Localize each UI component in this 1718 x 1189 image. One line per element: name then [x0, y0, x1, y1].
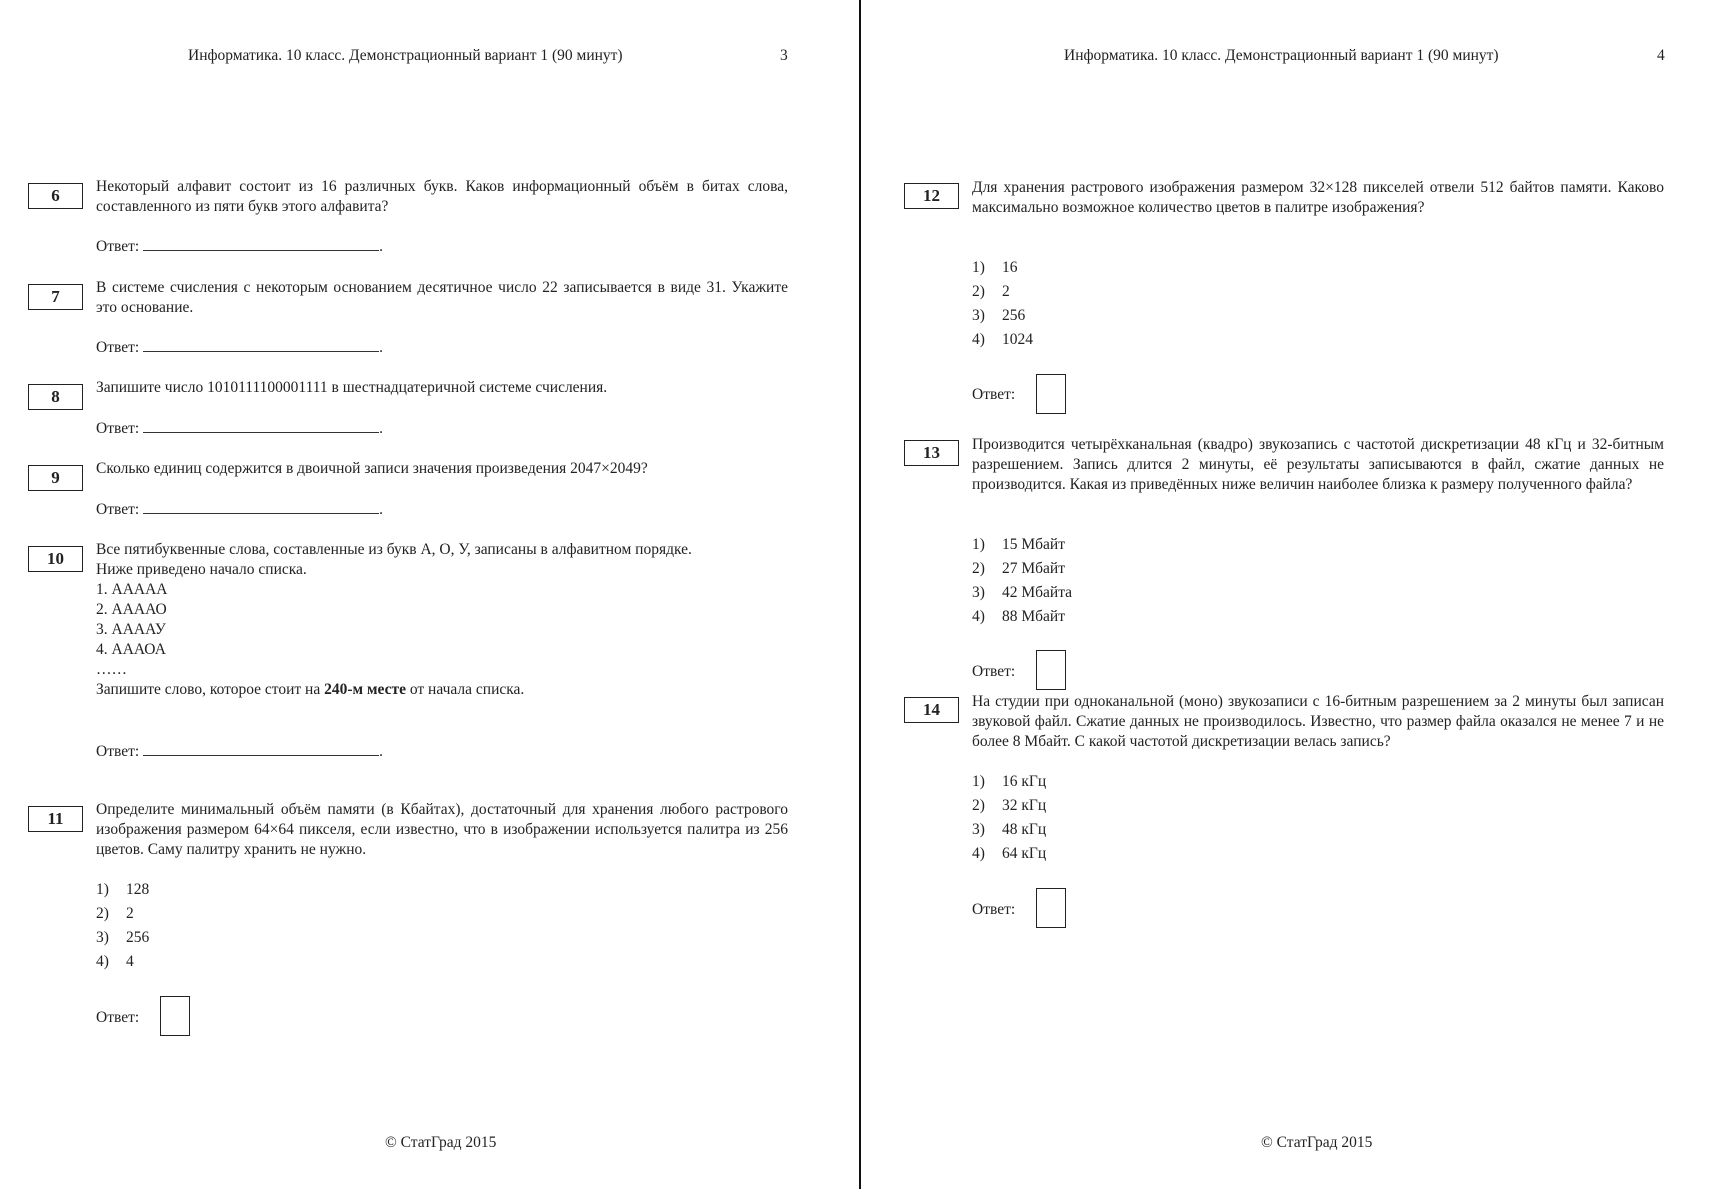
option-number: 3): [96, 929, 109, 946]
answer-label: Ответ:: [972, 663, 1016, 680]
option-3[interactable]: [972, 820, 1046, 844]
option-number: 1): [972, 259, 985, 276]
option-number: 2): [96, 905, 109, 922]
option-value: 27 Мбайт: [1002, 560, 1065, 577]
answer-box[interactable]: [1036, 888, 1066, 928]
answer-options: [96, 880, 149, 976]
option-3[interactable]: [972, 306, 1033, 330]
option-number: 1): [96, 881, 109, 898]
option-2[interactable]: [972, 796, 1046, 820]
question-text: от начала списка.: [405, 681, 525, 698]
option-1[interactable]: [96, 880, 149, 904]
list-item: 2. ААААО: [96, 601, 167, 618]
answer-period: .: [379, 339, 384, 356]
answer-label: Ответ:: [96, 238, 140, 255]
task-text: Некоторый алфавит состоит из 16 различных букв. Каков информационный объём в битах слова, составленного из пяти букв этого алфавита?: [96, 178, 788, 215]
task-text: В системе счисления с некоторым основанием десятичное число 22 записывается в виде 31. Укажите это основание.: [96, 279, 788, 316]
option-4[interactable]: [972, 330, 1033, 354]
option-value: 32 кГц: [1002, 797, 1047, 814]
option-number: 4): [972, 608, 985, 625]
option-value: 2: [1002, 283, 1010, 300]
task-question: [96, 680, 788, 700]
option-1[interactable]: [972, 258, 1033, 282]
answer-label: Ответ:: [96, 743, 140, 760]
task-number-box: 10: [28, 546, 83, 572]
page-footer: © СтатГрад 2015: [385, 1134, 497, 1151]
list-item: 4. АААОА: [96, 641, 166, 658]
answer-label: Ответ:: [96, 420, 140, 437]
page-number: 3: [780, 47, 788, 64]
option-value: 2: [126, 905, 134, 922]
option-number: 2): [972, 797, 985, 814]
header-title: Информатика. 10 класс. Демонстрационный вариант 1 (90 минут): [1064, 47, 1499, 64]
task-text-line: Все пятибуквенные слова, составленные из букв А, О, У, записаны в алфавитном порядке.: [96, 541, 692, 558]
option-value: 16: [1002, 259, 1018, 276]
answer-row: [972, 650, 1092, 692]
task-number-box: 13: [904, 440, 959, 466]
question-emphasis: 240-м месте: [324, 681, 406, 698]
answer-options: [972, 535, 1072, 631]
option-2[interactable]: [972, 559, 1072, 583]
task-number-box: 6: [28, 183, 83, 209]
option-value: 16 кГц: [1002, 773, 1047, 790]
answer-period: .: [379, 501, 384, 518]
task-number-box: 14: [904, 697, 959, 723]
option-value: 48 кГц: [1002, 821, 1047, 838]
option-1[interactable]: [972, 772, 1046, 796]
option-4[interactable]: [972, 607, 1072, 631]
answer-label: Ответ:: [972, 386, 1016, 403]
option-1[interactable]: [972, 535, 1072, 559]
answer-line[interactable]: [96, 338, 383, 358]
answer-input-line[interactable]: [143, 500, 379, 514]
answer-label: Ответ:: [972, 901, 1016, 918]
answer-row: [972, 888, 1092, 930]
option-number: 4): [972, 331, 985, 348]
option-number: 3): [972, 584, 985, 601]
option-value: 88 Мбайт: [1002, 608, 1065, 625]
option-number: 2): [972, 283, 985, 300]
answer-row: [972, 374, 1092, 416]
question-text: Запишите слово, которое стоит на: [96, 681, 325, 698]
option-value: 4: [126, 953, 134, 970]
option-number: 3): [972, 307, 985, 324]
answer-input-line[interactable]: [143, 237, 379, 251]
task-text: [96, 540, 788, 700]
answer-box[interactable]: [1036, 374, 1066, 414]
answer-line[interactable]: [96, 419, 383, 439]
option-value: 256: [1002, 307, 1026, 324]
option-number: 4): [972, 845, 985, 862]
task-text: На студии при одноканальной (моно) звукозаписи с 16-битным разрешением за 2 минуты был записан звуковой файл. Сжатие данных не производилось. Известно, что размер файла оказался не менее 7 и не более 8 Мбайт. С какой частотой дискретизации велась запись?: [972, 693, 1664, 750]
list-ellipsis: ……: [96, 661, 127, 678]
task-text: Определите минимальный объём памяти (в Кбайтах), достаточный для хранения любого растрового изображения размером 64×64 пикселя, если известно, что в изображении используется палитра из 256 цветов. Саму палитру хранить не нужно.: [96, 801, 788, 858]
answer-label: Ответ:: [96, 339, 140, 356]
answer-row: [96, 996, 216, 1038]
answer-options: [972, 772, 1046, 868]
answer-box[interactable]: [160, 996, 190, 1036]
task-text: Запишите число 1010111100001111 в шестнадцатеричной системе счисления.: [96, 379, 608, 396]
option-value: 256: [126, 929, 150, 946]
option-2[interactable]: [972, 282, 1033, 306]
option-2[interactable]: [96, 904, 149, 928]
option-value: 42 Мбайта: [1002, 584, 1073, 601]
list-item: 3. ААААУ: [96, 621, 166, 638]
option-value: 128: [126, 881, 150, 898]
answer-options: [972, 258, 1033, 354]
task-number-box: 7: [28, 284, 83, 310]
task-number-box: 8: [28, 384, 83, 410]
option-3[interactable]: [972, 583, 1072, 607]
answer-line[interactable]: [96, 742, 383, 762]
option-value: 15 Мбайт: [1002, 536, 1065, 553]
answer-period: .: [379, 743, 384, 760]
page-footer: © СтатГрад 2015: [1261, 1134, 1373, 1151]
page-number: 4: [1657, 47, 1665, 64]
answer-box[interactable]: [1036, 650, 1066, 690]
answer-line[interactable]: [96, 500, 383, 520]
task-number-box: 12: [904, 183, 959, 209]
answer-input-line[interactable]: [143, 742, 379, 756]
task-text: Сколько единиц содержится в двоичной записи значения произведения 2047×2049?: [96, 460, 648, 477]
answer-input-line[interactable]: [143, 419, 379, 433]
answer-label: Ответ:: [96, 1009, 140, 1026]
option-number: 1): [972, 536, 985, 553]
task-number-box: 11: [28, 806, 83, 832]
option-3[interactable]: [96, 928, 149, 952]
answer-line[interactable]: [96, 237, 383, 257]
list-item: 1. ААААА: [96, 581, 168, 598]
option-number: 4): [96, 953, 109, 970]
answer-period: .: [379, 420, 384, 437]
option-number: 2): [972, 560, 985, 577]
option-number: 1): [972, 773, 985, 790]
option-4[interactable]: [972, 844, 1046, 868]
task-text-line: Ниже приведено начало списка.: [96, 561, 307, 578]
header-title: Информатика. 10 класс. Демонстрационный вариант 1 (90 минут): [188, 47, 623, 64]
page-4: [862, 0, 1718, 1189]
task-number-box: 9: [28, 465, 83, 491]
task-text: Для хранения растрового изображения размером 32×128 пикселей отвели 512 байтов памяти. Каково максимально возможное количество цветов в палитре изображения?: [972, 179, 1664, 216]
option-value: 64 кГц: [1002, 845, 1047, 862]
option-4[interactable]: [96, 952, 149, 976]
answer-label: Ответ:: [96, 501, 140, 518]
option-value: 1024: [1002, 331, 1033, 348]
option-number: 3): [972, 821, 985, 838]
answer-period: .: [379, 238, 384, 255]
answer-input-line[interactable]: [143, 338, 379, 352]
task-text: Производится четырёхканальная (квадро) звукозапись с частотой дискретизации 48 кГц и 32-битным разрешением. Запись длится 2 минуты, её результаты записываются в файл, сжатие данных не производится. Какая из приведённых ниже величин наиболее близка к размеру полученного файла?: [972, 436, 1664, 493]
